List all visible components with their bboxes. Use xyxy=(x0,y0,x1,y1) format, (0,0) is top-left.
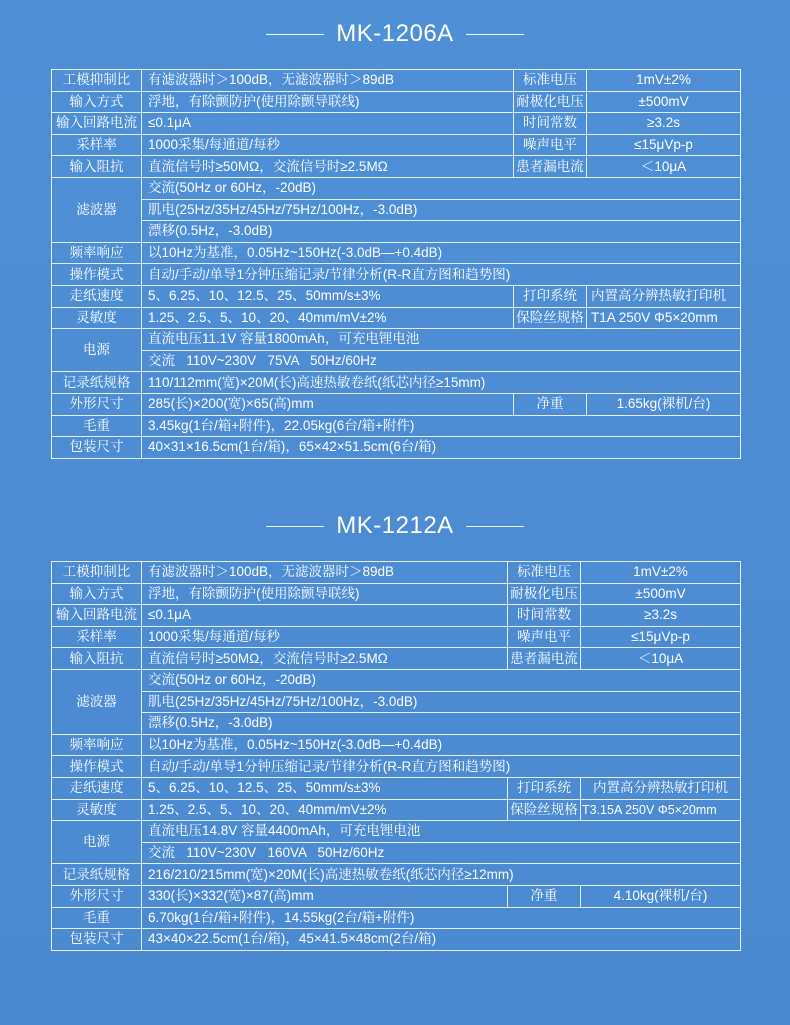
freq-label: 频率响应 xyxy=(52,242,142,264)
sampling-label: 采样率 xyxy=(52,134,142,156)
sensitivity-label: 灵敏度 xyxy=(52,799,142,821)
table-row xyxy=(52,734,741,756)
cmrr-value: 有滤波器时＞100dB，无滤波器时＞89dB xyxy=(142,70,514,92)
table-row xyxy=(52,885,741,907)
table-row xyxy=(52,691,741,713)
table-row xyxy=(52,562,741,584)
table-row xyxy=(52,864,741,886)
std-voltage-value: 1mV±2% xyxy=(587,70,741,92)
noise-value: ≤15μVp-p xyxy=(587,134,741,156)
filter-label: 滤波器 xyxy=(52,177,142,242)
time-constant-label: 时间常数 xyxy=(508,605,581,627)
table-row xyxy=(52,285,741,307)
polarization-value: ±500mV xyxy=(587,91,741,113)
net-weight-value: 4.10kg(裸机/台) xyxy=(581,885,741,907)
fuse-value: T3.15A 250V Φ5×20mm xyxy=(581,799,741,821)
table-row xyxy=(52,713,741,735)
mode-label: 操作模式 xyxy=(52,264,142,286)
package-label: 包装尺寸 xyxy=(52,437,142,459)
table-row xyxy=(52,264,741,286)
paper-speed-label: 走纸速度 xyxy=(52,777,142,799)
loop-current-label: 输入回路电流 xyxy=(52,605,142,627)
polarization-label: 耐极化电压 xyxy=(514,91,587,113)
table-row xyxy=(52,177,741,199)
print-value: 内置高分辨热敏打印机 xyxy=(581,777,741,799)
table-row xyxy=(52,799,741,821)
cmrr-value: 有滤波器时＞100dB，无滤波器时＞89dB xyxy=(142,562,508,584)
impedance-value: 直流信号时≥50MΩ，交流信号时≥2.5MΩ xyxy=(142,156,514,178)
std-voltage-label: 标准电压 xyxy=(514,70,587,92)
freq-label: 频率响应 xyxy=(52,734,142,756)
paper-speed-value: 5、6.25、10、12.5、25、50mm/s±3% xyxy=(142,285,514,307)
net-weight-label: 净重 xyxy=(508,885,581,907)
power-ac-value: 交流 110V~230V 160VA 50Hz/60Hz xyxy=(142,842,741,864)
net-weight-label: 净重 xyxy=(514,393,587,415)
table-row xyxy=(52,199,741,221)
mode-label: 操作模式 xyxy=(52,756,142,778)
table-row xyxy=(52,329,741,351)
package-label: 包装尺寸 xyxy=(52,929,142,951)
title-rule-left xyxy=(266,526,324,527)
table-row xyxy=(52,372,741,394)
filter-label: 滤波器 xyxy=(52,669,142,734)
cmrr-label: 工模抑制比 xyxy=(52,70,142,92)
filter-ac-value: 交流(50Hz or 60Hz，-20dB) xyxy=(142,177,741,199)
paper-value: 110/112mm(宽)×20M(长)高速热敏卷纸(纸芯内径≥15mm) xyxy=(142,372,741,394)
input-mode-value: 浮地，有除颤防护(使用除颤导联线) xyxy=(142,91,514,113)
table-row xyxy=(52,605,741,627)
fuse-label: 保险丝规格 xyxy=(508,799,581,821)
dimension-value: 330(长)×332(宽)×87(高)mm xyxy=(142,885,508,907)
dimension-label: 外形尺寸 xyxy=(52,393,142,415)
table-row xyxy=(52,842,741,864)
input-mode-value: 浮地，有除颤防护(使用除颤导联线) xyxy=(142,583,508,605)
table-row xyxy=(52,242,741,264)
paper-value: 216/210/215mm(宽)×20M(长)高速热敏卷纸(纸芯内径≥12mm) xyxy=(142,864,741,886)
sampling-value: 1000采集/每通道/每秒 xyxy=(142,134,514,156)
input-mode-label: 输入方式 xyxy=(52,583,142,605)
polarization-label: 耐极化电压 xyxy=(508,583,581,605)
time-constant-value: ≥3.2s xyxy=(587,113,741,135)
table-row xyxy=(52,929,741,951)
power-dc-value: 直流电压14.8V 容量4400mAh，可充电锂电池 xyxy=(142,821,741,843)
noise-value: ≤15μVp-p xyxy=(581,626,741,648)
gross-value: 3.45kg(1台/箱+附件)，22.05kg(6台/箱+附件) xyxy=(142,415,741,437)
impedance-label: 输入阻抗 xyxy=(52,156,142,178)
print-label: 打印系统 xyxy=(508,777,581,799)
title-rule-right xyxy=(466,526,524,527)
print-label: 打印系统 xyxy=(514,285,587,307)
table-row xyxy=(52,583,741,605)
table-row xyxy=(52,626,741,648)
table-row xyxy=(52,821,741,843)
model-title xyxy=(0,512,790,540)
sampling-label: 采样率 xyxy=(52,626,142,648)
table-row xyxy=(52,437,741,459)
loop-current-value: ≤0.1μA xyxy=(142,605,508,627)
package-value: 43×40×22.5cm(1台/箱)，45×41.5×48cm(2台/箱) xyxy=(142,929,741,951)
loop-current-value: ≤0.1μA xyxy=(142,113,514,135)
leakage-value: ＜10μA xyxy=(581,648,741,670)
table-row xyxy=(52,907,741,929)
gross-label: 毛重 xyxy=(52,907,142,929)
dimension-value: 285(长)×200(宽)×65(高)mm xyxy=(142,393,514,415)
noise-label: 噪声电平 xyxy=(514,134,587,156)
model-title-text: MK-1206A xyxy=(336,20,454,47)
std-voltage-value: 1mV±2% xyxy=(581,562,741,584)
filter-emg-value: 肌电(25Hz/35Hz/45Hz/75Hz/100Hz，-3.0dB) xyxy=(142,691,741,713)
power-dc-value: 直流电压11.1V 容量1800mAh，可充电锂电池 xyxy=(142,329,741,351)
noise-label: 噪声电平 xyxy=(508,626,581,648)
leakage-value: ＜10μA xyxy=(587,156,741,178)
std-voltage-label: 标准电压 xyxy=(508,562,581,584)
freq-value: 以10Hz为基准，0.05Hz~150Hz(-3.0dB—+0.4dB) xyxy=(142,242,741,264)
table-row xyxy=(52,756,741,778)
filter-drift-value: 漂移(0.5Hz，-3.0dB) xyxy=(142,713,741,735)
table-row xyxy=(52,393,741,415)
fuse-label: 保险丝规格 xyxy=(514,307,587,329)
loop-current-label: 输入回路电流 xyxy=(52,113,142,135)
polarization-value: ±500mV xyxy=(581,583,741,605)
input-mode-label: 输入方式 xyxy=(52,91,142,113)
impedance-value: 直流信号时≥50MΩ，交流信号时≥2.5MΩ xyxy=(142,648,508,670)
time-constant-label: 时间常数 xyxy=(514,113,587,135)
impedance-label: 输入阻抗 xyxy=(52,648,142,670)
table-row xyxy=(52,669,741,691)
title-rule-right xyxy=(466,34,524,35)
gross-label: 毛重 xyxy=(52,415,142,437)
print-value: 内置高分辨热敏打印机 xyxy=(587,285,741,307)
sampling-value: 1000采集/每通道/每秒 xyxy=(142,626,508,648)
table-row xyxy=(52,350,741,372)
table-row xyxy=(52,134,741,156)
table-row xyxy=(52,91,741,113)
paper-speed-value: 5、6.25、10、12.5、25、50mm/s±3% xyxy=(142,777,508,799)
sensitivity-label: 灵敏度 xyxy=(52,307,142,329)
spec-table xyxy=(51,561,741,951)
package-value: 40×31×16.5cm(1台/箱)，65×42×51.5cm(6台/箱) xyxy=(142,437,741,459)
model-title xyxy=(0,20,790,48)
time-constant-value: ≥3.2s xyxy=(581,605,741,627)
model-title-text: MK-1212A xyxy=(336,512,454,539)
mode-value: 自动/手动/单导1分钟压缩记录/节律分析(R-R直方图和趋势图) xyxy=(142,264,741,286)
power-label: 电源 xyxy=(52,329,142,372)
filter-ac-value: 交流(50Hz or 60Hz，-20dB) xyxy=(142,669,741,691)
fuse-value: T1A 250V Φ5×20mm xyxy=(587,307,741,329)
table-row xyxy=(52,307,741,329)
table-row xyxy=(52,777,741,799)
filter-drift-value: 漂移(0.5Hz，-3.0dB) xyxy=(142,221,741,243)
table-row xyxy=(52,70,741,92)
filter-emg-value: 肌电(25Hz/35Hz/45Hz/75Hz/100Hz，-3.0dB) xyxy=(142,199,741,221)
power-ac-value: 交流 110V~230V 75VA 50Hz/60Hz xyxy=(142,350,741,372)
mode-value: 自动/手动/单导1分钟压缩记录/节律分析(R-R直方图和趋势图) xyxy=(142,756,741,778)
table-row xyxy=(52,221,741,243)
spec-table xyxy=(51,69,741,459)
dimension-label: 外形尺寸 xyxy=(52,885,142,907)
gross-value: 6.70kg(1台/箱+附件)，14.55kg(2台/箱+附件) xyxy=(142,907,741,929)
net-weight-value: 1.65kg(裸机/台) xyxy=(587,393,741,415)
title-rule-left xyxy=(266,34,324,35)
paper-label: 记录纸规格 xyxy=(52,372,142,394)
power-label: 电源 xyxy=(52,821,142,864)
table-row xyxy=(52,113,741,135)
paper-label: 记录纸规格 xyxy=(52,864,142,886)
sensitivity-value: 1.25、2.5、5、10、20、40mm/mV±2% xyxy=(142,799,508,821)
leakage-label: 患者漏电流 xyxy=(508,648,581,670)
table-row xyxy=(52,415,741,437)
table-row xyxy=(52,156,741,178)
table-row xyxy=(52,648,741,670)
sensitivity-value: 1.25、2.5、5、10、20、40mm/mV±2% xyxy=(142,307,514,329)
paper-speed-label: 走纸速度 xyxy=(52,285,142,307)
leakage-label: 患者漏电流 xyxy=(514,156,587,178)
cmrr-label: 工模抑制比 xyxy=(52,562,142,584)
freq-value: 以10Hz为基准，0.05Hz~150Hz(-3.0dB—+0.4dB) xyxy=(142,734,741,756)
